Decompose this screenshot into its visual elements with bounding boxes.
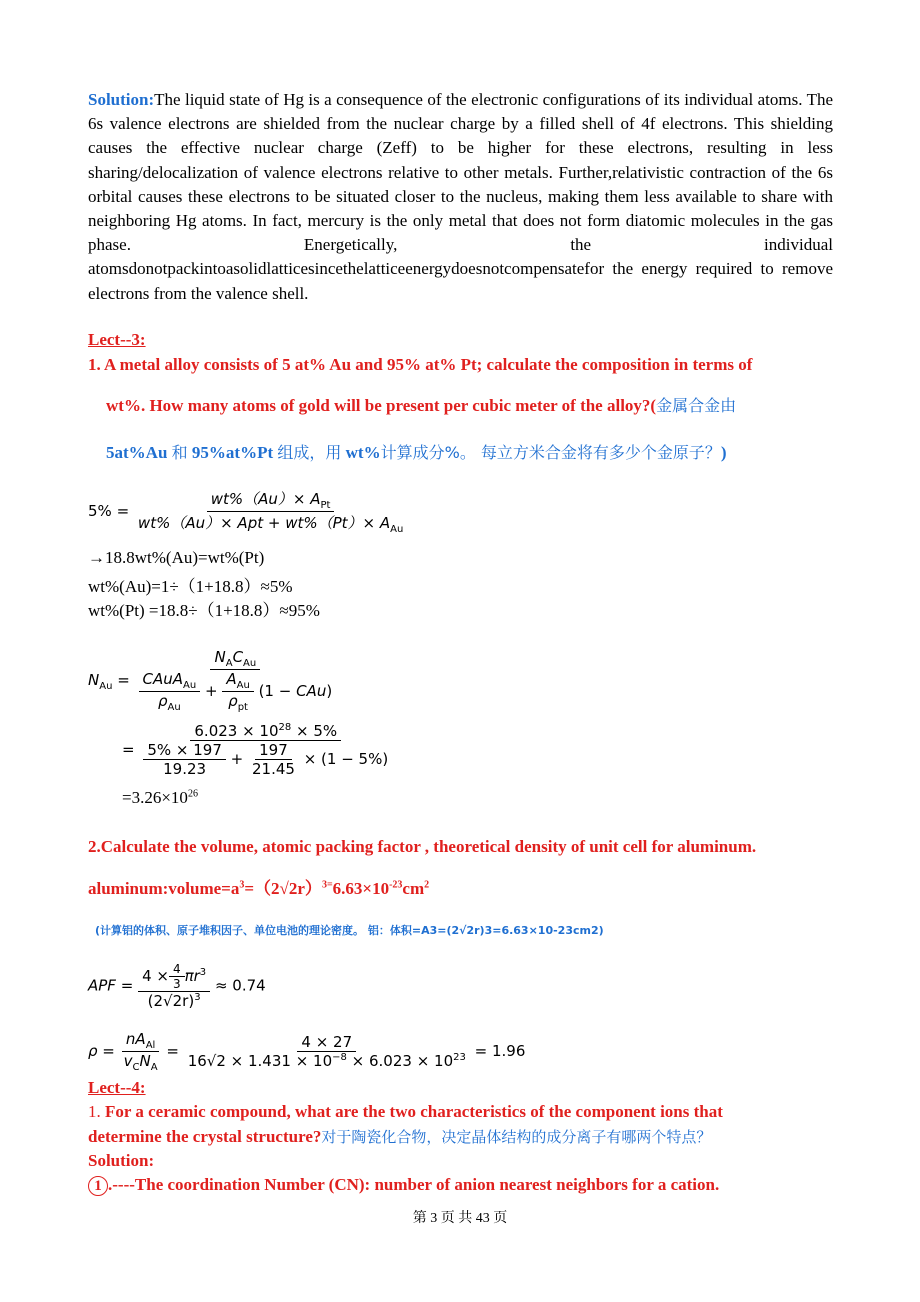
eq1-fraction (134, 488, 407, 535)
rho-lhs: ρ = (88, 1042, 115, 1060)
equation-density: ρ = $\frac{nA_{Al}}{v_CN_A}$ = $\frac{4 \times 27}{16√2 \times 1.431 \times 10^{-8} \times 6.023 \times 10^{23}}$ = 1.96 (88, 1030, 526, 1073)
eq3-num: 6.023 × 10 (194, 722, 279, 740)
eq2-num-sub2: Au (243, 658, 257, 669)
lect3-q1-line2-text: wt%. How many atoms of gold will be present per cubic meter of the alloy?( (106, 396, 657, 415)
eq2-den-frac2: $\frac{A_{Au}}{\rho_{pt}}$ (222, 670, 253, 713)
apf-fraction (138, 962, 210, 1010)
eq1-num-sub: Pt (320, 500, 331, 511)
lect3-q1-line3-c: 95%at%Pt (191, 443, 274, 462)
equation-wt-percent (88, 488, 407, 535)
lect4-q1-text2: determine the crystal structure? (88, 1127, 322, 1146)
lect3-q2-answer (88, 874, 429, 899)
eq1-den-sub: Au (390, 524, 404, 535)
lect3-heading: Lect--3: (88, 330, 146, 349)
q2-ans-sup2: 3= (321, 879, 333, 891)
eq3-f1-den: 19.23 (163, 760, 207, 778)
rho-fraction-2 (184, 1033, 470, 1070)
rho-f2-den-b: × 6.023 × 10 (346, 1052, 454, 1070)
rho-f2-den: 16√2 × 1.431 × 10 (187, 1052, 333, 1070)
lect4-item-1 (88, 1175, 719, 1196)
lect4-item-1-text: .----The coordination Number (CN): number of anion nearest neighbors for a cation. (108, 1175, 720, 1194)
apf-num-sup: 3 (199, 967, 207, 978)
q2-ans-c: 6.63×10 (332, 879, 390, 898)
rho-f1-den: v (123, 1052, 133, 1070)
lect4-heading: Lect--4: (88, 1078, 146, 1097)
eq2-fraction: $N_AC_{Au}$ $\frac{CAuA_{Au}}{\rho_{Au}}$ + $\frac{A_{Au}}{\rho_{pt}}$ (1 − CAu) (135, 648, 337, 713)
lect4-q1-line2 (88, 1126, 711, 1147)
q2-ans-d: cm (402, 879, 425, 898)
solution-line-2: atoms. The 6s valence electrons are shielded from the nuclear charge by a filled shell of 4f electrons. (88, 90, 834, 134)
solution-line-6: less available to share with neighboring Hg atoms. In fact, mercury is the only metal that does not (88, 186, 833, 231)
lect3-q1-line3-a: 5at%Au (106, 443, 168, 462)
rho-f1-den-sub: C (132, 1062, 140, 1073)
eq3-num-tail: × 5% (291, 722, 338, 740)
result-line-3: wt%(Pt) =18.8÷（1+18.8）≈95% (88, 601, 320, 620)
rho-f2-den-sup2: 23 (453, 1052, 466, 1063)
q2-ans-sup3: -23 (389, 879, 403, 891)
apf-lhs: APF = (88, 976, 134, 995)
eq1-den: wt%（Au）× Apt + wt%（Pt）× A (137, 514, 391, 532)
eq3-fraction: $6.023 \times 10^{28} \times 5\%$ $\frac{5\% \times 197}{19.23}$ + $\frac{197}{21.45}$ × (1 − 5%) (139, 722, 392, 778)
eq3-tail: × (1 − 5%) (303, 750, 389, 768)
rho-fraction-1 (120, 1030, 162, 1073)
equation-n-au-numeric: = $6.023 \times 10^{28} \times 5\%$ $\frac{5\% \times 197}{19.23}$ + $\frac{197}{21.45}$ × (1 − 5%) (122, 722, 392, 778)
result-line-1: →18.8wt%(Au)=wt%(Pt) (88, 548, 265, 567)
q2-ans-a: aluminum:volume=a (88, 879, 240, 898)
eq1-lhs: 5% = (88, 502, 130, 520)
apf-num-frac (169, 962, 185, 991)
lect3-q1-line3-g: ) (720, 443, 727, 462)
res4-text: =3.26×10 (122, 788, 188, 807)
lect3-q2: 2.Calculate the volume, atomic packing factor , theoretical density of unit cell for aluminum. (88, 837, 757, 856)
lect4-q1-line1 (88, 1102, 723, 1122)
lect4-q1-num: 1. (88, 1102, 101, 1121)
eq2-lhs-sub: Au (99, 681, 113, 692)
rho-f1-den-b: N (139, 1052, 151, 1070)
rho-f1-num: nA (125, 1030, 146, 1048)
solution-label: Solution: (88, 90, 155, 109)
apf-num-f-num: 4 (169, 962, 185, 977)
eq2-num-c: C (232, 648, 244, 666)
equation-n-au: $N_{Au}$ = $N_AC_{Au}$ $\frac{CAuA_{Au}}{\rho_{Au}}$ + $\frac{A_{Au}}{\rho_{pt}}$ (1 − CAu) (88, 648, 336, 713)
q2-ans-b: =（2√2r） (244, 879, 322, 898)
rho-f1-den-sub2: A (150, 1062, 158, 1073)
eq3-den-frac2 (248, 741, 299, 778)
lect3-q2-zh: (计算铝的体积、原子堆积因子、单位电池的理论密度。 铝：体积=A3=(2√2r)3=6.63×10-23cm2) (95, 924, 604, 937)
eq1-num: wt%（Au）× A (210, 490, 321, 508)
page-footer: 第 3 页 共 43 页 (412, 1211, 508, 1226)
solution-line-7: form diatomic molecules in the gas phase. Energetically, the individual (88, 211, 834, 255)
rho-f2-num: 4 × 27 (297, 1033, 356, 1052)
eq2-num-n: N (214, 648, 226, 666)
eq2-lhs: N (88, 671, 100, 689)
q2-ans-sup4: 2 (424, 879, 430, 891)
apf-num-f-den: 3 (172, 977, 181, 991)
q2-ans-sup: 3 (239, 879, 245, 891)
solution-line-8: atomsdonotpackintoasolidlatticesincethelatticeenergydoesnotcompensatefor the energy required to (88, 259, 774, 279)
eq3-num-sup: 28 (278, 722, 292, 733)
lect3-q1-line3-b: 和 (171, 443, 188, 462)
solution-line-9: remove electrons from the valence shell. (88, 259, 833, 303)
lect4-solution-label: Solution: (88, 1151, 155, 1170)
solution-line-5: contraction of the 6s orbital causes these electrons to be situated closer to the nucleus, making them (88, 162, 834, 206)
apf-num-b: πr (184, 967, 200, 985)
rho-f1-num-sub: Al (145, 1040, 156, 1051)
eq2-den-frac1: $\frac{CAuA_{Au}}{\rho_{Au}}$ (139, 670, 201, 713)
lect3-q1-line2 (106, 393, 736, 416)
result-line-2: wt%(Au)=1÷（1+18.8）≈5% (88, 577, 293, 596)
res4-sup: 26 (187, 788, 198, 800)
apf-num-a: 4 × (142, 967, 169, 985)
lect3-q1-line3-f: 计算成分%。 每立方米合金将有多少个金原子？ (380, 443, 721, 462)
solution-line-3: This shielding causes the effective nuclear charge (Zeff) to be higher for these electrons, resulting in (88, 114, 833, 158)
solution-line-4: less sharing/delocalization of valence electrons relative to other metals. Further,relativistic (88, 138, 833, 182)
result-line-4 (122, 788, 198, 808)
lect3-q1-line1: 1. A metal alloy consists of 5 at% Au and 95% at% Pt; calculate the composition in terms of (88, 355, 753, 374)
lect3-q1-line3-e: wt% (345, 443, 381, 462)
eq2-num-sub1: A (225, 658, 233, 669)
eq3-f2-den: 21.45 (251, 760, 295, 778)
eq3-f2-num: 197 (255, 741, 292, 760)
lect4-q1-text1: For a ceramic compound, what are the two characteristics of the component ions that (105, 1102, 723, 1121)
apf-den-sup: 3 (194, 992, 201, 1003)
solution-paragraph (88, 88, 833, 306)
eq3-f1-num: 5% × 197 (143, 741, 226, 760)
lect3-q1-zh-a: 金属合金由 (656, 396, 737, 415)
rho-result: = 1.96 (474, 1042, 526, 1060)
equation-apf (88, 962, 266, 1010)
solution-line-1: The liquid state of Hg is a consequence of the electronic configurations of its individual (154, 90, 754, 109)
lect3-q1-line3 (106, 440, 727, 463)
apf-den: (2√2r) (147, 992, 195, 1010)
lect3-q1-line3-d: 组成，用 (277, 443, 342, 462)
lect4-q1-zh: 对于陶瓷化合物，决定晶体结构的成分离子有哪两个特点？ (321, 1128, 712, 1146)
circled-number-1: 1 (88, 1176, 108, 1196)
apf-result: ≈ 0.74 (214, 976, 266, 995)
rho-f2-den-sup: −8 (332, 1052, 347, 1063)
eq3-den-frac1 (143, 741, 226, 778)
